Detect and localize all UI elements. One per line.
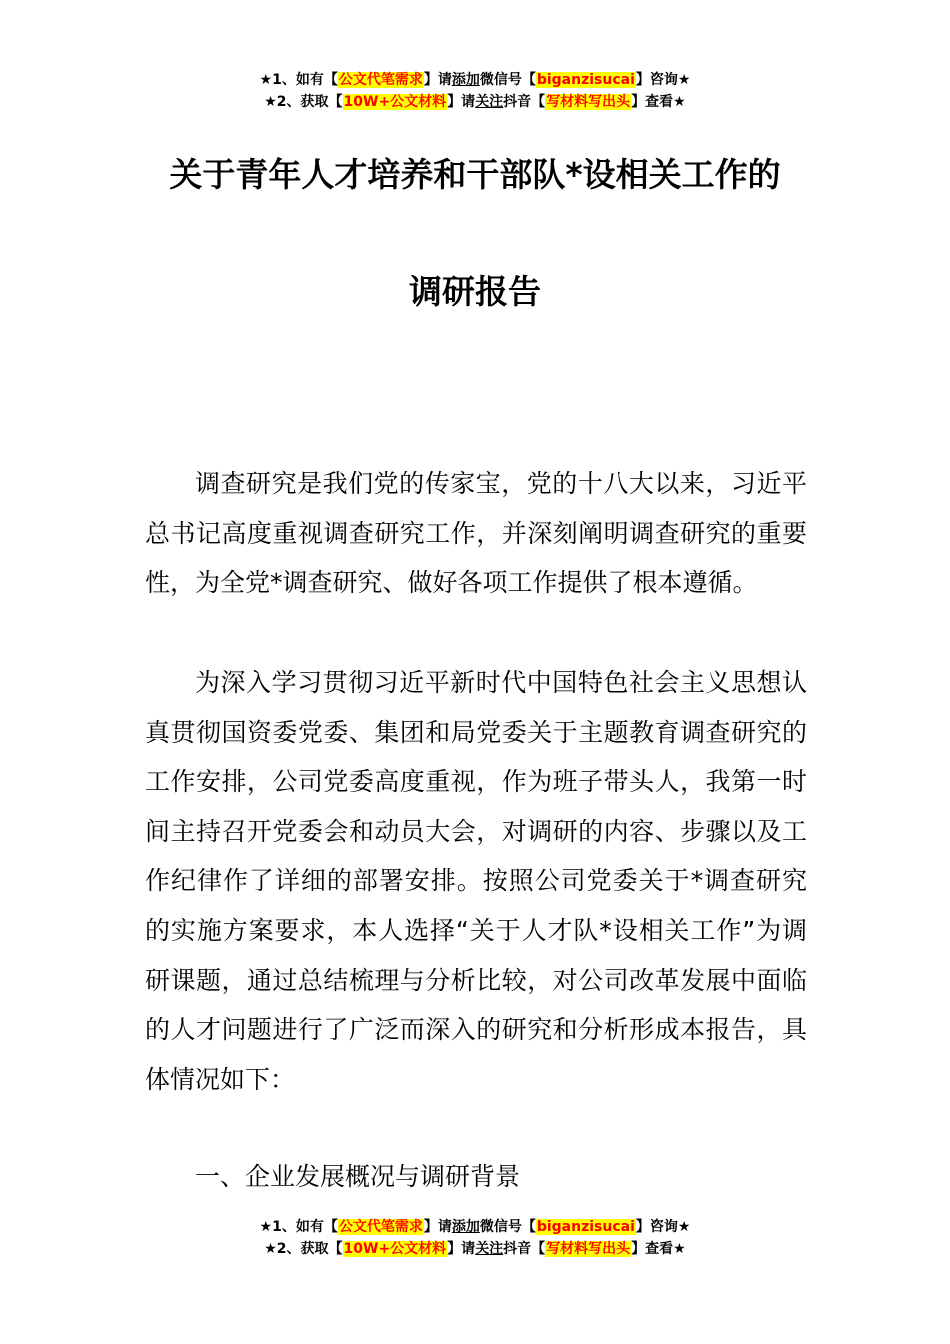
ad-text: 抖音【 bbox=[503, 94, 546, 110]
ad-highlight-service: 公文代笔需求 bbox=[338, 1219, 423, 1235]
section-heading: 一、企业发展概况与调研背景 bbox=[195, 1162, 521, 1191]
ad-line-1 bbox=[0, 1216, 950, 1238]
ad-highlight-wechat-id: biganzisucai bbox=[536, 72, 635, 88]
ad-line-2 bbox=[0, 91, 950, 113]
body-paragraph-1: 调查研究是我们党的传家宝，党的十八大以来，习近平总书记高度重视调查研究工作，并深刻阐明调查研究的重要性，为全党*调查研究、做好各项工作提供了根本遵循。 bbox=[145, 469, 807, 598]
ad-text: 】请 bbox=[423, 72, 452, 88]
document-title-line-1: 关于青年人才培养和干部队*设相关工作的 bbox=[169, 155, 781, 194]
bottom-ad-banner bbox=[0, 1216, 950, 1260]
ad-text: 】请 bbox=[423, 1219, 452, 1235]
body-paragraph-2: 为深入学习贯彻习近平新时代中国特色社会主义思想认真贯彻国资委党委、集团和局党委关于主题教育调查研究的工作安排，公司党委高度重视，作为班子带头人，我第一时间主持召开党委会和动员大会，对调研的内容、步骤以及工作纪律作了详细的部署安排。按照公司党委关于*调查研究的实施方案要求，本人选择“关于人才队*设相关工作”为调研课题，通过总结梳理与分析比较，对公司改革发展中面临的人才问题进行了广泛而深入的研究和分析形成本报告，具体情况如下： bbox=[145, 668, 807, 1094]
document-title-line-2: 调研报告 bbox=[409, 272, 541, 311]
ad-emphasis: 添加 bbox=[451, 1219, 480, 1235]
ad-text: 微信号【 bbox=[479, 1219, 536, 1235]
ad-highlight-wechat-id: biganzisucai bbox=[536, 1219, 635, 1235]
ad-highlight-douyin-account: 写材料写出头 bbox=[546, 94, 631, 110]
ad-highlight-materials: 10W+公文材料 bbox=[343, 1241, 447, 1257]
ad-text: ★1、如有【 bbox=[259, 1219, 338, 1235]
ad-text: 】咨询★ bbox=[635, 72, 691, 88]
ad-emphasis: 添加 bbox=[451, 72, 480, 88]
ad-highlight-materials: 10W+公文材料 bbox=[343, 94, 447, 110]
ad-text: ★2、获取【 bbox=[264, 1241, 343, 1257]
ad-text: 微信号【 bbox=[479, 72, 536, 88]
ad-text: ★1、如有【 bbox=[259, 72, 338, 88]
top-ad-banner bbox=[0, 69, 950, 113]
ad-line-2 bbox=[0, 1238, 950, 1260]
ad-text: 】查看★ bbox=[631, 94, 686, 110]
ad-text: 】请 bbox=[447, 94, 476, 110]
ad-text: ★2、获取【 bbox=[264, 94, 343, 110]
ad-highlight-service: 公文代笔需求 bbox=[338, 72, 423, 88]
ad-line-1 bbox=[0, 69, 950, 91]
ad-text: 】咨询★ bbox=[635, 1219, 691, 1235]
ad-emphasis: 关注 bbox=[475, 94, 504, 110]
ad-text: 】查看★ bbox=[631, 1241, 686, 1257]
ad-emphasis: 关注 bbox=[475, 1241, 504, 1257]
ad-text: 抖音【 bbox=[503, 1241, 546, 1257]
ad-highlight-douyin-account: 写材料写出头 bbox=[546, 1241, 631, 1257]
ad-text: 】请 bbox=[447, 1241, 476, 1257]
